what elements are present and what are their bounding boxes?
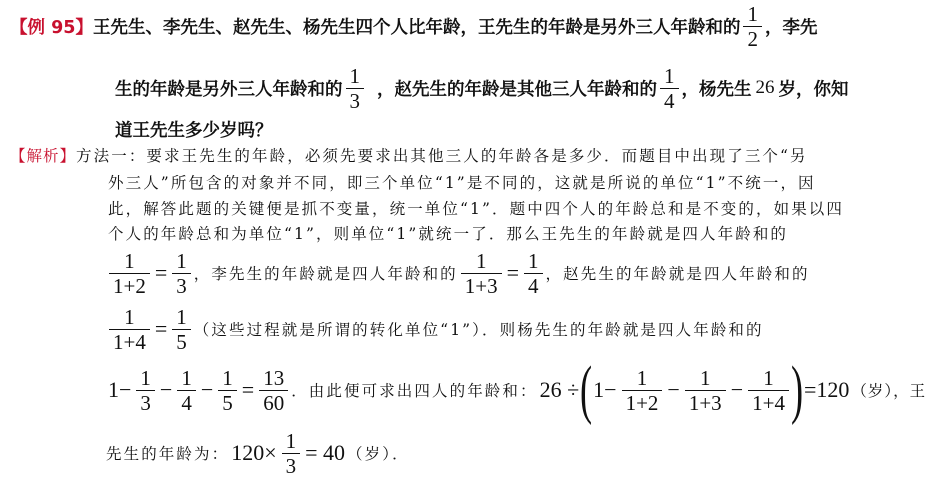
fraction-one-third: $\frac{1}{3}$: [346, 64, 365, 113]
fraction-one-half: $\frac{1}{2}$: [743, 2, 762, 51]
solution-line-1: 【解析】 方法一：要求王先生的年龄，必须先要求出其他三人的年龄各是多少．而题目中出现了三个“另: [10, 143, 808, 167]
problem-line-1: [10, 1, 818, 51]
solution-line-4: 个人的年龄总和为单位“1”，则单位“1”就统一了．那么王先生的年龄就是四人年龄和的: [108, 225, 789, 243]
problem-line-3: 道王先生多少岁吗？: [115, 120, 273, 141]
example-label: 【例 95】: [10, 17, 93, 38]
fraction-one-quarter: $\frac{1}{4}$: [660, 64, 679, 113]
solution-line-2: 外三人”所包含的对象并不同，即三个单位“1”是不同的，这就是所说的单位“1”不统一，因: [108, 174, 816, 192]
problem-text-1-end: ，李先: [764, 17, 818, 38]
solution-line-5: $\frac{1}{1+2}$ = $\frac{1}{3}$ ，李先生的年龄就是四人年龄和的 $\frac{1}{1+3}$ = $\frac{1}{4}$ ，赵先生的年龄就是四人年龄和的: [106, 246, 810, 300]
age-value: 26: [755, 77, 775, 98]
problem-line-2: 生的年龄是另外三人年龄和的 $\frac{1}{3}$ ，赵先生的年龄是其他三人年龄和的 $\frac{1}{4}$ ，杨先生 26 岁，你知: [115, 63, 849, 113]
solution-line-7: 1− $\frac{1}{3}$ − $\frac{1}{4}$ − $\frac{1}{5}$ = $\frac{13}{60}$ ．由此便可求出四人的年龄和： 26 ÷ ( 1− $\frac{1}{1+2}$ − $\frac{1}{1+3}$ − $\frac{1}{1+4}$ ) =120 （岁），王: [108, 353, 927, 426]
problem-text-1: 王先生、李先生、赵先生、杨先生四个人比年龄，王先生的年龄是另外三人年龄和的: [92, 17, 741, 38]
solution-line-6: $\frac{1}{1+4}$ = $\frac{1}{5}$ （这些过程就是所谓的转化单位“1”）．则杨先生的年龄就是四人年龄和的: [106, 302, 764, 356]
solution-label: 【解析】: [10, 147, 77, 165]
solution-line-8: 先生的年龄为： 120× $\frac{1}{3}$ = 40 （岁）．: [106, 428, 410, 478]
solution-line-3: 此，解答此题的关键便是抓不变量，统一单位“1”．题中四个人的年龄总和是不变的，如果以四: [108, 200, 845, 218]
